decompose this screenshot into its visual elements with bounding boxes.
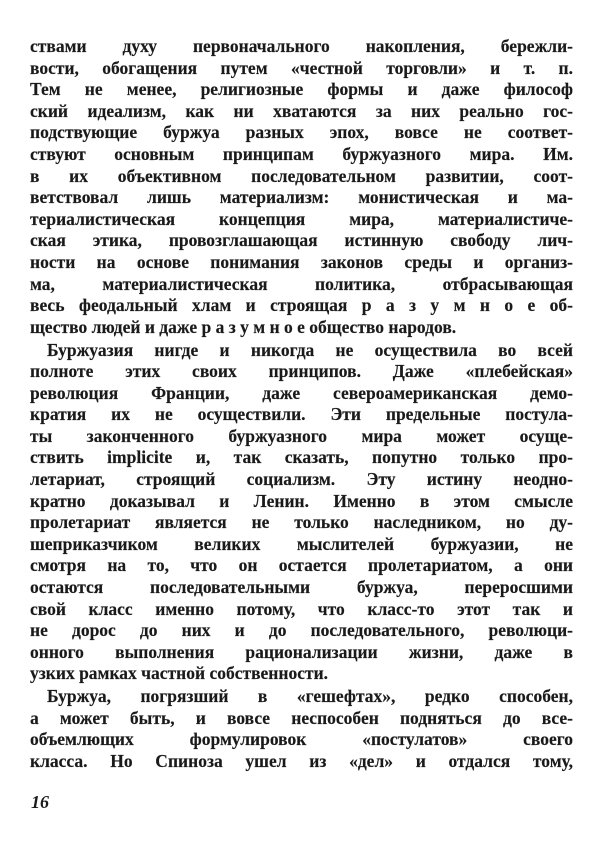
text-line: кратия их не осуществили. Эти предельные постула- bbox=[30, 404, 573, 425]
text-line: весь феодальный хлам и строящая р а з у м н о е об- bbox=[30, 295, 573, 316]
text-line: шеприказчиком великих мыслителей буржуазии, не bbox=[30, 533, 573, 554]
text-line: объемлющих формулировок «постулатов» своего bbox=[30, 729, 573, 750]
text-line: не дорос до них и до последовательного, революци- bbox=[30, 620, 573, 641]
text-line: класса. Но Спиноза ушел из «дел» и отдался тому, bbox=[30, 750, 573, 771]
text-line: узких рамках частной собственности. bbox=[30, 663, 329, 684]
text-line: ский идеализм, как ни хватаются за них реально гос- bbox=[30, 100, 573, 121]
text-line: ствуют основным принципам буржуазного мира. Им. bbox=[30, 143, 573, 164]
text-line: Тем не менее, религиозные формы и даже философ bbox=[30, 79, 573, 100]
text-line: а может быть, и вовсе неспособен подняться до все- bbox=[30, 707, 573, 728]
text-line: смотря на то, что он остается пролетариатом, а они bbox=[30, 555, 573, 576]
page-number: 16 bbox=[31, 792, 49, 812]
paragraph bbox=[30, 686, 573, 772]
text-line: ствить implicite и, так сказать, попутно только про- bbox=[30, 447, 573, 468]
paragraph bbox=[30, 340, 573, 686]
text-line: щество людей и даже р а з у м н о е общество народов. bbox=[30, 316, 457, 337]
page-body bbox=[30, 36, 573, 774]
text-line: летариат, строящий социализм. Эту истину неодно- bbox=[30, 469, 573, 490]
text-line: ности на основе понимания законов среды и организ- bbox=[30, 251, 573, 272]
paragraph bbox=[30, 36, 573, 338]
text-line: подствующие буржуа разных эпох, вовсе не соответ- bbox=[30, 122, 573, 143]
text-line: Буржуазия нигде и никогда не осуществила во всей bbox=[47, 339, 573, 360]
text-line: Буржуа, погрязший в «гешефтах», редко способен, bbox=[47, 686, 573, 707]
text-line: ствами духу первоначального накопления, бережли- bbox=[30, 36, 573, 56]
text-line: остаются последовательными буржуа, переросшими bbox=[30, 577, 573, 598]
text-line: ма, материалистическая политика, отбрасывающая bbox=[30, 273, 573, 294]
text-line: териалистическая концепция мира, материалистиче- bbox=[30, 208, 573, 229]
text-line: полноте этих своих принципов. Даже «плебейская» bbox=[30, 361, 573, 382]
text-line: свой класс именно потому, что класс-то этот так и bbox=[30, 598, 573, 619]
text-line: ты законченного буржуазного мира может осуще- bbox=[30, 425, 573, 446]
text-line: ветствовал лишь материализм: монистическая и ма- bbox=[30, 187, 573, 208]
text-line: вости, обогащения путем «честной торговли» и т. п. bbox=[30, 57, 573, 78]
text-line: ская этика, провозглашающая истинную свободу лич- bbox=[30, 230, 573, 251]
text-line: пролетариат является не только наследником, но ду- bbox=[30, 512, 573, 533]
text-line: в их объективном последовательном развитии, соот- bbox=[30, 165, 573, 186]
text-line: революция Франции, даже североамериканская демо- bbox=[30, 382, 573, 403]
text-line: кратно доказывал и Ленин. Именно в этом смысле bbox=[30, 490, 573, 511]
text-line: онного выполнения рационализации жизни, даже в bbox=[30, 641, 573, 662]
